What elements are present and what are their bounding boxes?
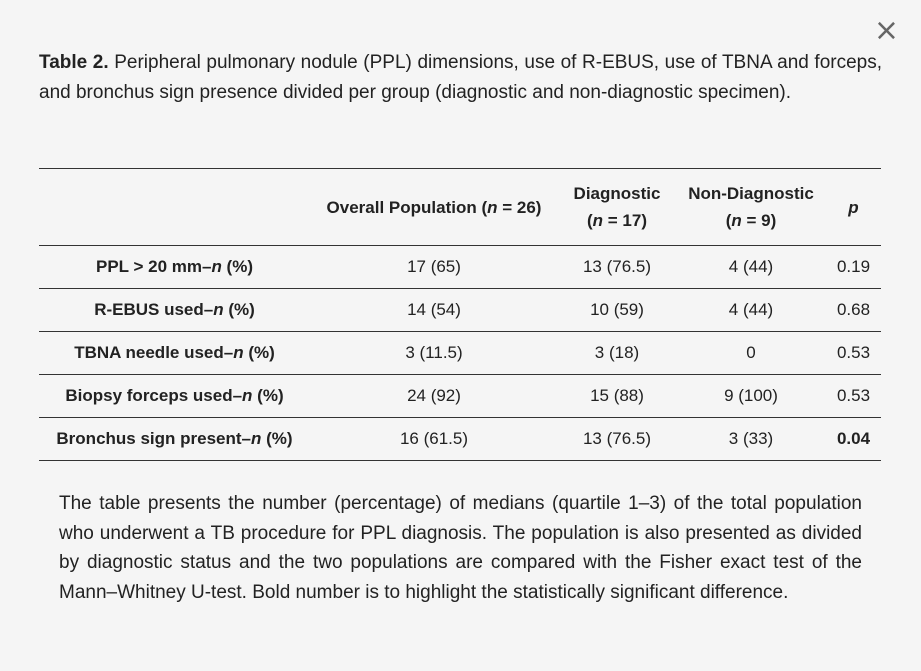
cell-diagnostic: 13 (76.5)	[582, 429, 652, 448]
cell-p: 0.53	[836, 343, 871, 362]
cell-nondiagnostic: 4 (44)	[728, 257, 774, 276]
header-nondiagnostic: Non-Diagnostic (n = 9)	[688, 184, 814, 230]
cell-p: 0.53	[836, 386, 871, 405]
cell-p-significant: 0.04	[836, 429, 871, 448]
header-diagnostic: Diagnostic (n = 17)	[573, 184, 661, 230]
cell-overall: 24 (92)	[407, 386, 461, 405]
cell-nondiagnostic: 3 (33)	[728, 429, 774, 448]
cell-diagnostic: 15 (88)	[590, 386, 644, 405]
cell-overall: 14 (54)	[407, 300, 461, 319]
caption-text: Peripheral pulmonary nodule (PPL) dimensions, use of R-EBUS, use of TBNA and forceps, and bronchus sign presence divided per group (diagnostic and non-diagnostic specimen).	[39, 52, 882, 103]
cell-diagnostic: 13 (76.5)	[582, 257, 652, 276]
header-p: p	[848, 197, 859, 217]
cell-overall: 3 (11.5)	[405, 343, 463, 362]
header-overall: Overall Population (n = 26)	[326, 197, 542, 217]
row-label: R-EBUS used–n (%)	[94, 300, 255, 319]
row-label: TBNA needle used–n (%)	[74, 343, 275, 362]
cell-nondiagnostic: 9 (100)	[724, 386, 778, 405]
cell-diagnostic: 3 (18)	[594, 343, 640, 362]
row-label: Biopsy forceps used–n (%)	[65, 386, 284, 405]
cell-p: 0.68	[836, 300, 871, 319]
table-row	[39, 418, 881, 461]
cell-overall: 16 (61.5)	[399, 429, 469, 448]
table-row	[39, 289, 881, 332]
cell-p: 0.19	[836, 257, 871, 276]
table-row	[39, 332, 881, 375]
cell-overall: 17 (65)	[407, 257, 461, 276]
close-icon[interactable]: ×	[873, 13, 899, 48]
table-row	[39, 375, 881, 418]
table-header-row	[39, 169, 881, 246]
header-empty	[39, 169, 310, 246]
caption-label: Table 2.	[39, 52, 109, 73]
cell-nondiagnostic: 0	[746, 343, 756, 362]
table-row	[39, 246, 881, 289]
row-label: Bronchus sign present–n (%)	[56, 429, 293, 448]
cell-diagnostic: 10 (59)	[590, 300, 644, 319]
table-footnote: The table presents the number (percentage) of medians (quartile 1–3) of the total population who underwent a TB procedure for PPL diagnosis. The population is also presented as divided by diagnostic status and the two populations are compared with the Fisher exact test of the Mann–Whitney U-test. Bold number is to highlight the statistically significant difference.	[59, 493, 862, 603]
row-label: PPL > 20 mm–n (%)	[95, 257, 253, 276]
cell-nondiagnostic: 4 (44)	[728, 300, 774, 319]
data-table	[39, 168, 881, 461]
table-caption	[39, 48, 882, 108]
